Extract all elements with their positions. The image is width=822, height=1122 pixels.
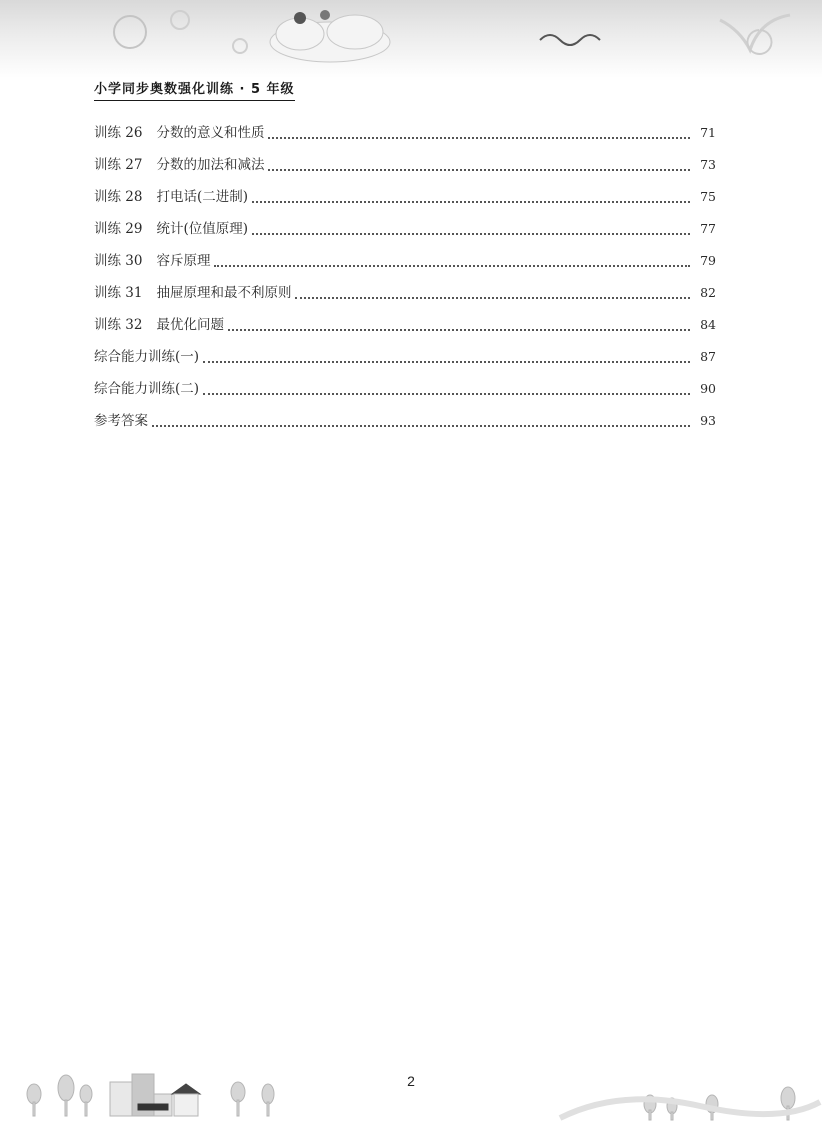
toc-entry[interactable]	[94, 377, 716, 409]
header-decoration	[0, 0, 822, 78]
dot-leader	[295, 297, 690, 299]
dot-leader	[252, 201, 690, 203]
toc-entry-label	[94, 377, 203, 397]
toc-entry-label	[94, 153, 268, 173]
toc-entry-page: 82	[700, 285, 716, 300]
toc-entry[interactable]	[94, 217, 716, 249]
toc-entry-title: 分数的意义和性质	[156, 125, 265, 141]
toc-entry-label	[94, 409, 152, 429]
toc-entry-title: 抽屉原理和最不利原则	[156, 285, 292, 301]
toc-entry-title: 参考答案	[94, 413, 148, 429]
toc-entry-number: 训练 30	[94, 253, 143, 269]
dot-leader	[203, 393, 690, 395]
toc-entry-number: 训练 31	[94, 285, 143, 301]
dot-leader	[228, 329, 690, 331]
house-icon	[110, 1074, 200, 1116]
dot-leader	[268, 169, 690, 171]
toc-entry-label	[94, 313, 228, 333]
toc-entry-page: 90	[700, 381, 716, 396]
toc-entry-page: 77	[700, 221, 716, 236]
toc-entry-number: 训练 27	[94, 157, 143, 173]
toc-entry-label	[94, 185, 252, 205]
cloud-decoration-icon	[0, 0, 822, 78]
toc-entry-number: 训练 26	[94, 125, 143, 141]
dot-leader	[252, 233, 690, 235]
toc-entry-label	[94, 345, 203, 365]
dot-leader	[268, 137, 690, 139]
toc-entry-title: 容斥原理	[156, 253, 211, 269]
toc-entry-number: 训练 28	[94, 189, 143, 205]
toc-entry-label	[94, 281, 295, 301]
toc-entry-title: 打电话(二进制)	[156, 189, 249, 205]
toc-entry[interactable]	[94, 313, 716, 345]
footer-decoration	[0, 1060, 822, 1122]
toc-entry[interactable]	[94, 185, 716, 217]
running-head: 小学同步奥数强化训练 · 5 年级	[94, 78, 295, 101]
toc-entry-title: 综合能力训练(二)	[94, 381, 200, 397]
toc-entry-page: 84	[700, 317, 716, 332]
toc-entry[interactable]	[94, 281, 716, 313]
dot-leader	[214, 265, 690, 267]
toc-entry-page: 71	[700, 125, 716, 140]
toc-entry[interactable]	[94, 121, 716, 153]
toc-entry-label	[94, 121, 268, 141]
toc-entry-number: 训练 29	[94, 221, 143, 237]
toc-entry-label	[94, 249, 214, 269]
toc-entry[interactable]	[94, 409, 716, 441]
toc-entry-title: 最优化问题	[156, 317, 224, 333]
toc-entry-label	[94, 217, 252, 237]
toc-entry-page: 73	[700, 157, 716, 172]
toc-entry[interactable]	[94, 153, 716, 185]
dot-leader	[203, 361, 690, 363]
toc-entry-page: 87	[700, 349, 716, 364]
toc-entry-page: 93	[700, 413, 716, 428]
page-number: 2	[407, 1073, 415, 1089]
toc-entry-title: 分数的加法和减法	[156, 157, 265, 173]
toc-entry-page: 75	[700, 189, 716, 204]
table-of-contents	[94, 121, 716, 441]
toc-entry[interactable]	[94, 249, 716, 281]
dot-leader	[152, 425, 690, 427]
toc-entry-number: 训练 32	[94, 317, 143, 333]
toc-entry-title: 统计(位值原理)	[156, 221, 249, 237]
toc-entry-page: 79	[700, 253, 716, 268]
toc-entry-title: 综合能力训练(一)	[94, 349, 200, 365]
toc-entry[interactable]	[94, 345, 716, 377]
